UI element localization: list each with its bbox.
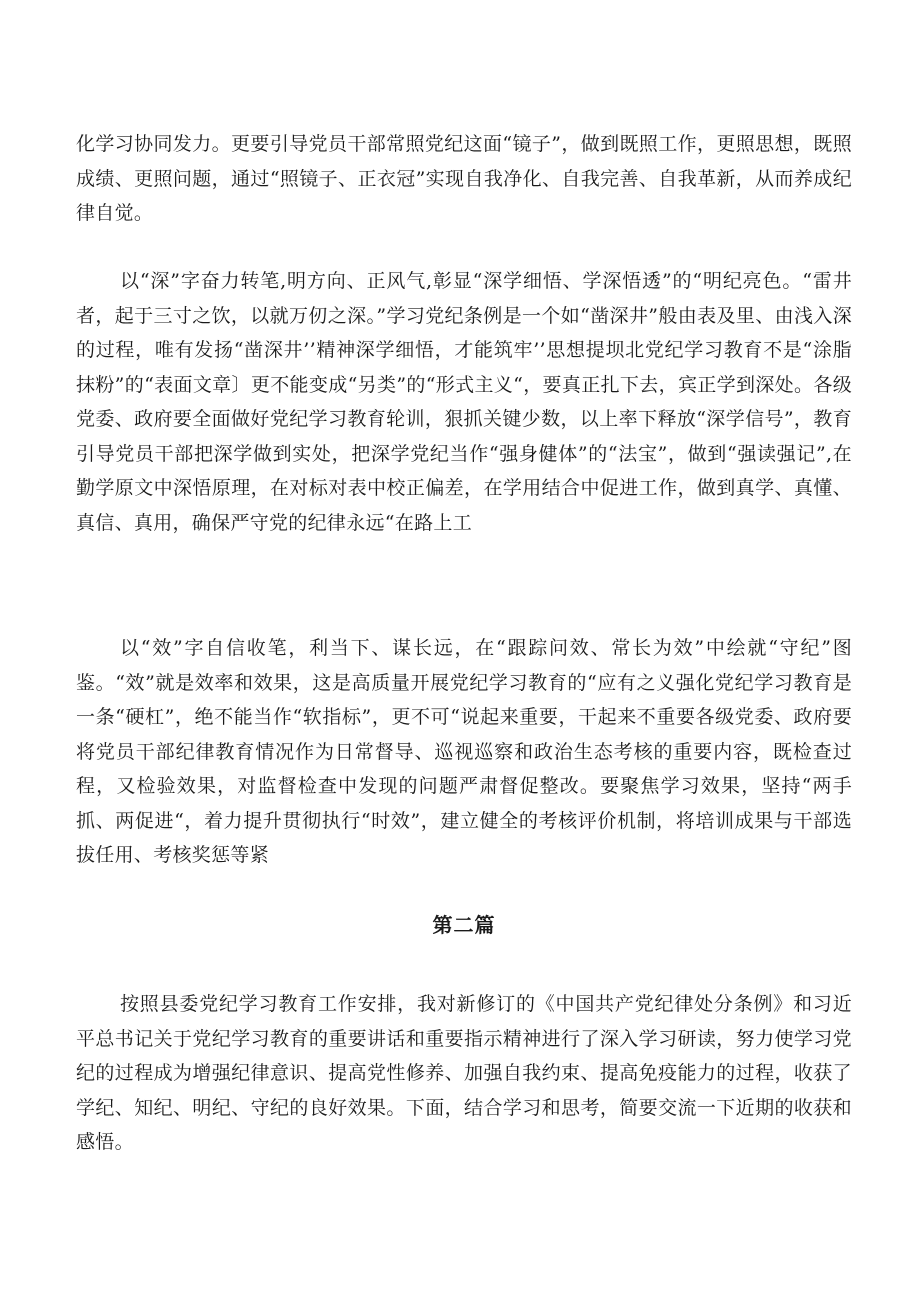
- body-paragraph: 以“效”字自信收笔，利当下、谋长远，在“跟踪问效、常长为效”中绘就“守纪”图鉴。“效”就是效率和效果，这是高质量开展党纪学习教育的“应有之义强化党纪学习教育是一条“硬杠”，绝不能当作“软指标”，更不可“说起来重要，干起来不重要各级党委、政府要将党员干部纪律教育情况作为日常督导、巡视巡察和政治生态考核的重要内容，既检查过程，又检验效果，对监督检查中发现的问题严肃督促整改。要聚焦学习效果，坚持“两手抓、两促进“，着力提升贯彻执行“时效”，建立健全的考核评价机制，将培训成果与干部选拔任用、考核奖惩等紧: [76, 637, 852, 866]
- body-paragraph: 化学习协同发力。更要引导党员干部常照党纪这面“镜子”，做到既照工作，更照思想，既照成绩、更照问题，通过“照镜子、正衣冠”实现自我净化、自我完善、自我革新，从而养成纪律自觉。: [76, 133, 852, 224]
- body-paragraph: 按照县委党纪学习教育工作安排，我对新修订的《中国共产党纪律处分条例》和习近平总书记关于党纪学习教育的重要讲话和重要指示精神进行了深入学习研读，努力使学习党纪的过程成为增强纪律意识、提高党性修养、加强自我约束、提高免疫能力的过程，收获了学纪、知纪、明纪、守纪的良好效果。下面，结合学习和思考，简要交流一下近期的收获和感悟。: [76, 993, 852, 1153]
- section-heading: 第二篇: [432, 913, 496, 937]
- body-paragraph: 以“深”字奋力转笔,明方向、正风气,彰显“深学细悟、学深悟透”的“明纪亮色。“雷井者，起于三寸之饮，以就万仞之深。”学习党纪条例是一个如“凿深井”般由表及里、由浅入深的过程，唯有发扬“凿深井’’精神深学细悟，才能筑牢’’思想提坝北党纪学习教育不是“涂脂抹粉”的“表面文章〕更不能变成“另类”的“形式主义“，要真正扎下去，宾正学到深处。各级党委、政府要全面做好党纪学习教育轮训，狠抓关键少数，以上率下释放“深学信号”，教育引导党员干部把深学做到实处，把深学党纪当作“强身健体”的“法宝”，做到“强读强记”,在勤学原文中深悟原理，在对标对表中校正偏差，在学用结合中促进工作，做到真学、真懂、真信、真用，确保严守党的纪律永远“在路上工: [76, 270, 852, 534]
